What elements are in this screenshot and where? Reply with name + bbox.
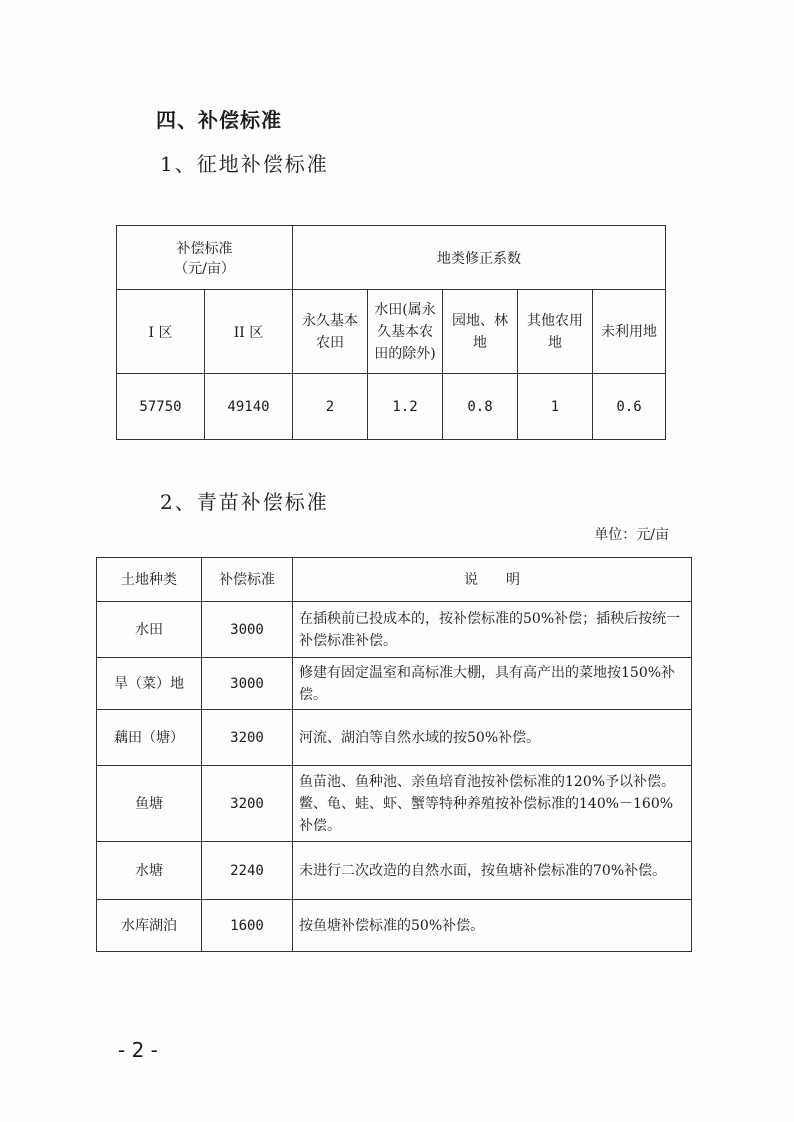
value-cell: 57750 (117, 374, 205, 440)
value-cell: 1 (518, 374, 593, 440)
description: 在插秧前已投成本的，按补偿标准的50%补偿；插秧后按统一补偿标准补偿。 (293, 602, 692, 658)
value-cell: 0.6 (593, 374, 666, 440)
col-header: 补偿标准 (202, 558, 293, 602)
land-type-cell: 未利用地 (593, 290, 666, 374)
standard-value: 3200 (202, 766, 293, 842)
table-row (97, 710, 692, 766)
standard-value: 3200 (202, 710, 293, 766)
land-type-cell: 其他农用地 (518, 290, 593, 374)
land-type: 水塘 (97, 842, 202, 900)
standard-value: 3000 (202, 658, 293, 710)
table-row (97, 602, 692, 658)
land-type: 旱（菜）地 (97, 658, 202, 710)
description: 鱼苗池、鱼种池、亲鱼培育池按补偿标准的120%予以补偿。鳖、龟、蛙、虾、蟹等特种养殖按补偿标准的140%－160%补偿。 (293, 766, 692, 842)
standard-value: 1600 (202, 900, 293, 952)
table-row (97, 900, 692, 952)
land-type-cell: 园地、林地 (443, 290, 518, 374)
value-cell: 2 (293, 374, 368, 440)
land-compensation-table (116, 225, 666, 440)
land-type: 水田 (97, 602, 202, 658)
section-title: 四、补偿标准 (156, 108, 282, 132)
header-unit: （元/亩） (174, 260, 235, 277)
value-cell: 49140 (205, 374, 293, 440)
page-number: - 2 - (118, 1038, 158, 1062)
land-type: 鱼塘 (97, 766, 202, 842)
standard-value: 3000 (202, 602, 293, 658)
land-type-cell: 水田(属永久基本农田的除外) (368, 290, 443, 374)
header-coef: 地类修正系数 (293, 226, 666, 290)
table-row (97, 842, 692, 900)
col-header: 说 明 (293, 558, 692, 602)
land-type: 藕田（塘） (97, 710, 202, 766)
table-row (97, 658, 692, 710)
description: 河流、湖泊等自然水域的按50%补偿。 (293, 710, 692, 766)
unit-label: 单位：元/亩 (594, 527, 669, 543)
header-standard-cell (117, 226, 293, 290)
zone1-label: I 区 (117, 290, 205, 374)
description: 未进行二次改造的自然水面，按鱼塘补偿标准的70%补偿。 (293, 842, 692, 900)
standard-value: 2240 (202, 842, 293, 900)
col-header: 土地种类 (97, 558, 202, 602)
crop-compensation-table (96, 557, 692, 952)
crop-compensation-title: 2、青苗补偿标准 (160, 490, 329, 514)
land-compensation-title: 1、征地补偿标准 (160, 152, 329, 176)
description: 修建有固定温室和高标准大棚，具有高产出的菜地按150%补偿。 (293, 658, 692, 710)
zone2-label: II 区 (205, 290, 293, 374)
land-type-cell: 永久基本农田 (293, 290, 368, 374)
description: 按鱼塘补偿标准的50%补偿。 (293, 900, 692, 952)
value-cell: 0.8 (443, 374, 518, 440)
header-standard: 补偿标准 (176, 240, 233, 257)
value-cell: 1.2 (368, 374, 443, 440)
table-row (97, 766, 692, 842)
land-type: 水库湖泊 (97, 900, 202, 952)
